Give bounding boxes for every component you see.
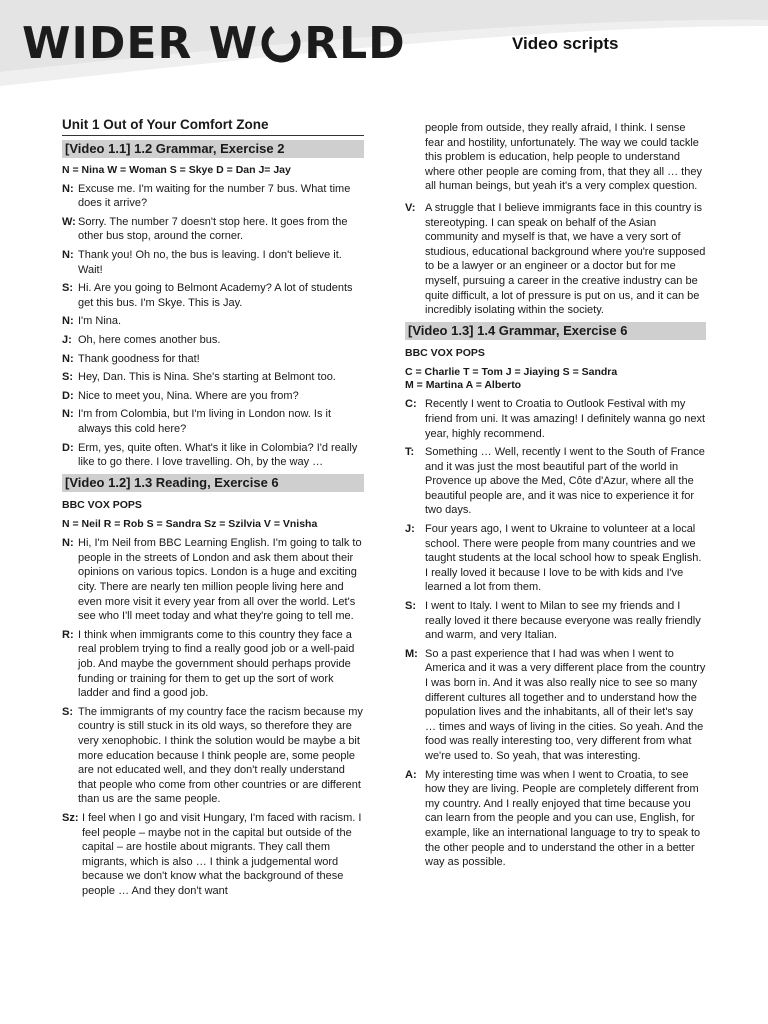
script-text: I feel when I go and visit Hungary, I'm faced with racism. I feel people – maybe not in the capital but outside of the capital – are hostile about migrants. They call them migrants, which is also … I think a judgemental word because we don't know what the background of these people … And they don't want <box>82 811 362 897</box>
script-text: Excuse me. I'm waiting for the number 7 bus. What time does it arrive? <box>78 182 351 210</box>
script-line <box>405 522 706 595</box>
video-1-1-script <box>62 182 364 470</box>
speaker-label: R: <box>62 628 74 641</box>
script-line <box>62 333 364 348</box>
script-line <box>405 445 706 518</box>
speaker-label: N: <box>62 182 74 195</box>
wider-world-logo <box>22 16 406 70</box>
script-text: Nice to meet you, Nina. Where are you from? <box>78 389 299 402</box>
script-line <box>62 182 364 211</box>
video-1-1-roles: N = Nina W = Woman S = Skye D = Dan J= Jay <box>62 163 291 176</box>
video-1-3-heading: [Video 1.3] 1.4 Grammar, Exercise 6 <box>405 322 706 340</box>
script-line <box>62 314 364 329</box>
script-line <box>62 248 364 277</box>
video-1-2-subhead: BBC VOX POPS <box>62 498 142 511</box>
script-line <box>62 441 364 470</box>
script-text: I'm from Colombia, but I'm living in London now. Is it always this cold here? <box>78 408 332 435</box>
speaker-label: J: <box>62 333 72 346</box>
video-1-3-script <box>405 397 706 869</box>
script-text: Erm, yes, quite often. What's it like in Colombia? I'd really like to go there. I love travelling. Oh, by the way … <box>78 441 358 469</box>
script-text: I think when immigrants come to this country they face a real problem trying to find a really good job or a well-paid job. And maybe the government should perhaps provide funding or training for them to get up the sort of work ladder and find a good job. <box>78 628 355 700</box>
speaker-label: N: <box>62 248 74 261</box>
script-text: Hi, I'm Neil from BBC Learning English. I'm going to talk to people in the streets of London and ask them about their opinions on various topics. London is a huge and exciting city. There are nearly ten million people living here and even more visit it every year from all over the world. Let's see who I'll meet today and what they're going to tell me. <box>78 537 362 623</box>
video-1-3-roles <box>405 366 706 392</box>
speaker-label: V: <box>405 201 416 214</box>
script-line <box>405 647 706 764</box>
script-line <box>405 768 706 870</box>
script-text: Thank goodness for that! <box>78 352 200 365</box>
script-text: Thank you! Oh no, the bus is leaving. I don't believe it. Wait! <box>78 248 342 276</box>
script-text: The immigrants of my country face the racism because my country is still stuck in its old ways, so therefore they are very xenophobic. I think the solution would be maybe a bit more education because I think people are, some people are not educated well, and they don't really understand that people who come from other countries or are different than us are the same people. <box>78 705 363 806</box>
script-line <box>62 389 364 404</box>
script-text: So a past experience that I had was when I went to America and it was a very different place from the country I was born in. And it was also really nice to see so many different cultures all together and to understand how the population lives and the inhabitants, all of their let's say … times and ways of living in the cities. So yeah. And the food was really interesting too, very different from what we're used to. So yeah, that was interesting. <box>425 647 706 762</box>
script-line <box>62 811 364 899</box>
logo-text-right: RLD <box>304 17 406 69</box>
speaker-label: D: <box>62 389 74 402</box>
speaker-label: N: <box>62 352 74 365</box>
script-text: Hi. Are you going to Belmont Academy? A lot of students get this bus. I'm Skye. This is Jay. <box>78 282 353 309</box>
video-1-3-subhead: BBC VOX POPS <box>405 346 485 359</box>
script-line <box>62 536 364 624</box>
right-column <box>405 121 706 874</box>
logo-text-left: WIDER W <box>22 17 259 69</box>
script-line <box>62 705 364 807</box>
script-line <box>405 397 706 441</box>
page-header <box>0 0 768 86</box>
speaker-label: W: <box>62 215 76 228</box>
speaker-label: N: <box>62 315 74 328</box>
script-line <box>62 407 364 436</box>
header-title: Video scripts <box>512 34 619 53</box>
script-text: I'm Nina. <box>78 315 122 328</box>
video-1-2-script <box>62 536 364 898</box>
script-line <box>62 215 364 244</box>
speaker-label: N: <box>62 408 74 421</box>
speaker-label: S: <box>405 600 416 613</box>
script-text: Oh, here comes another bus. <box>78 333 221 346</box>
script-text: Sorry. The number 7 doesn't stop here. It goes from the other bus stop, around the corner. <box>78 215 348 243</box>
speaker-label: M: <box>405 647 418 660</box>
speaker-label: T: <box>405 446 415 459</box>
script-text: Something … Well, recently I went to the South of France and it was just the most beautiful part of the world in Provence up above the Med, Côte d'Azur, where all the beautiful people are, and it was nice to experience it for two days. <box>425 446 705 517</box>
roles-line-2: M = Martina A = Alberto <box>405 379 522 392</box>
speaker-label: D: <box>62 441 74 454</box>
script-line <box>62 281 364 310</box>
script-line <box>405 599 706 643</box>
speaker-label: S: <box>62 371 73 384</box>
speaker-label: J: <box>405 523 415 536</box>
script-text: Hey, Dan. This is Nina. She's starting at Belmont too. <box>78 371 336 384</box>
script-text: Recently I went to Croatia to Outlook Festival with my friend from uni. It was amazing! I definitely wanna go next year, highly recommend. <box>425 398 706 440</box>
speaker-label: Sz: <box>62 811 79 824</box>
logo-globe-icon <box>260 22 302 64</box>
script-text: My interesting time was when I went to Croatia, to see how they are living. People are completely different from my country. And I really enjoyed that time because you can learn from the people and you can use, English, for example, like an international language to try to speak to the other people and to understand the other in a better way as possible. <box>425 768 701 869</box>
speaker-label: A: <box>405 768 417 781</box>
roles-line-1: C = Charlie T = Tom J = Jiaying S = Sandra <box>405 366 618 379</box>
speaker-label: C: <box>405 398 417 411</box>
script-line <box>62 352 364 367</box>
script-text: A struggle that I believe immigrants face in this country is stereotyping. I can speak on behalf of the Asian community and myself is that, we have a very sort of studious, educational background where you're supposed to be a lawyer or an engineer or a doctor but for me myself, pursuing a career in the creative industry can be quite difficult, a lot of pressure is put on us, and it can be incredibly isolating within the society. <box>425 201 706 317</box>
speaker-label: S: <box>62 705 73 718</box>
continued-script-text: people from outside, they really afraid, I think. I sense fear and hostility, unfortunately. The way we could tackle this problem is education, help people to understand where other people are coming from, that they all … they all human beings, but yeah it's a very complex question. <box>425 122 702 193</box>
video-1-1-heading: [Video 1.1] 1.2 Grammar, Exercise 2 <box>62 140 364 158</box>
script-line <box>405 201 706 318</box>
script-text: I went to Italy. I went to Milan to see my friends and I really loved it there because everyone was really friendly and warm, and very Italian. <box>425 600 701 642</box>
speaker-label: S: <box>62 282 73 295</box>
script-line <box>62 628 364 701</box>
script-line <box>62 370 364 385</box>
left-column <box>62 118 364 903</box>
unit-title: Unit 1 Out of Your Comfort Zone <box>62 118 364 136</box>
video-1-2-roles: N = Neil R = Rob S = Sandra Sz = Szilvia V = Vnisha <box>62 518 318 531</box>
script-text: Four years ago, I went to Ukraine to volunteer at a local school. There were people from many countries and we taught students at the local school how to speak English. I really loved it because I love to be with kids and I've learned a lot from them. <box>425 523 702 594</box>
video-1-2-heading: [Video 1.2] 1.3 Reading, Exercise 6 <box>62 474 364 492</box>
speaker-label: N: <box>62 537 74 550</box>
